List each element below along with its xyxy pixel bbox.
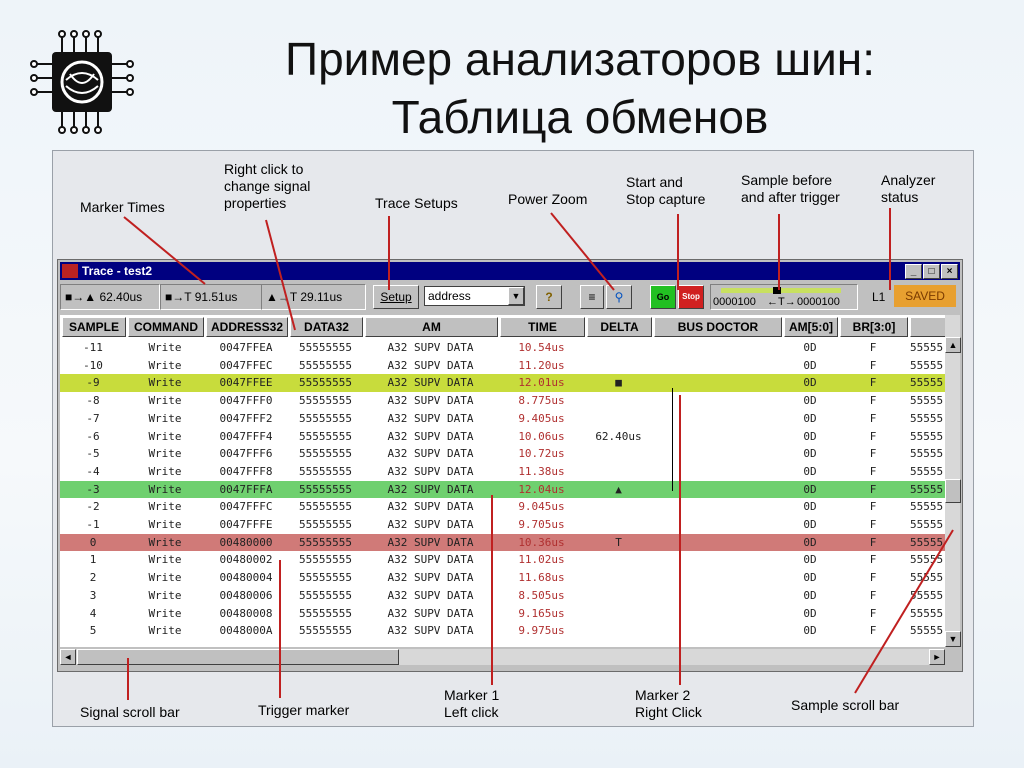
callout-start-stop-line1: Start and — [626, 174, 683, 190]
app-icon — [62, 264, 78, 278]
column-header[interactable]: AM[5:0] — [784, 317, 838, 337]
callout-trigger-marker: Trigger marker — [258, 702, 350, 718]
delta-cell — [587, 622, 650, 640]
delta-cell — [587, 569, 650, 587]
slide-title — [160, 30, 1000, 146]
sample-cell: 3 — [89, 588, 97, 602]
br-cell: F — [869, 394, 877, 408]
bus-doctor-cell — [654, 587, 780, 605]
callout-marker1-line2: Left click — [444, 704, 499, 720]
delta-cell — [587, 605, 650, 623]
br-cell: F — [869, 535, 877, 549]
power-zoom-icon[interactable]: ⚲ — [606, 285, 632, 309]
time-cell: 9.405us — [518, 411, 565, 425]
delta-cell — [587, 551, 650, 569]
address-cell: 0047FFEA — [219, 341, 273, 354]
slide-title-line1: Пример анализаторов шин: — [285, 33, 875, 85]
callout-right-click-line3: properties — [224, 195, 287, 211]
window-titlebar[interactable] — [60, 262, 960, 280]
time-cell: 11.02us — [518, 553, 565, 567]
sample-cell: 4 — [89, 606, 97, 620]
sample-cell: -10 — [83, 358, 103, 372]
callout-marker2 — [635, 687, 702, 721]
bus-doctor-cell — [654, 339, 780, 357]
table-row[interactable] — [60, 551, 945, 569]
go-button[interactable]: Go — [650, 285, 676, 309]
trace-setup-value: address — [428, 289, 471, 303]
data-cell: 55555555 — [299, 624, 352, 638]
toolbar — [60, 282, 960, 312]
callout-analyzer-status — [881, 172, 935, 206]
callout-power-zoom: Power Zoom — [508, 191, 588, 207]
command-cell: Write — [148, 518, 182, 531]
sample-cell: -7 — [86, 411, 100, 425]
table-row[interactable] — [60, 428, 945, 446]
command-cell: Write — [148, 394, 182, 408]
maximize-button[interactable]: □ — [923, 264, 940, 279]
command-cell: Write — [148, 411, 182, 425]
bus-doctor-cell — [654, 569, 780, 587]
delta-cell: ▲ — [615, 482, 622, 496]
delta-cell — [587, 587, 650, 605]
am-code-cell: 0D — [803, 376, 817, 390]
extra-cell: 55555 — [910, 571, 944, 585]
delta-cell — [587, 498, 650, 516]
bus-doctor-cell — [654, 622, 780, 640]
data-cell: 55555555 — [299, 464, 352, 478]
marker2-to-trigger-time[interactable]: ▲→T 29.11us — [261, 284, 366, 310]
delta-cell: ■ — [615, 376, 622, 390]
time-cell: 12.01us — [518, 376, 565, 390]
am-code-cell: 0D — [803, 588, 817, 602]
sample-cell: -5 — [86, 447, 100, 461]
sample-range — [710, 284, 858, 310]
sample-cell: -11 — [83, 341, 103, 354]
am-cell: A32 SUPV DATA — [387, 376, 474, 390]
table-row[interactable] — [60, 534, 945, 552]
br-cell: F — [869, 482, 877, 496]
bus-doctor-cell — [654, 605, 780, 623]
address-cell: 0047FFF2 — [219, 411, 273, 425]
level-indicator: L1 — [872, 290, 886, 304]
scroll-down-button[interactable]: ▼ — [945, 631, 961, 647]
callout-start-stop-line2: Stop capture — [626, 191, 706, 207]
data-cell: 55555555 — [299, 571, 352, 585]
extra-cell: 55555 — [910, 606, 944, 620]
address-cell: 00480004 — [219, 571, 273, 585]
am-cell: A32 SUPV DATA — [387, 535, 474, 549]
address-cell: 0047FFF0 — [219, 394, 273, 408]
br-cell: F — [869, 411, 877, 425]
am-cell: A32 SUPV DATA — [387, 482, 474, 496]
sample-cell: -8 — [86, 394, 100, 408]
am-code-cell: 0D — [803, 482, 817, 496]
expand-icon[interactable]: ≡ — [580, 285, 604, 309]
time-cell: 10.06us — [518, 429, 565, 443]
callout-sample-before-line2: and after trigger — [741, 189, 840, 205]
data-cell: 55555555 — [299, 535, 352, 549]
extra-cell: 55555 — [910, 588, 944, 602]
extra-cell: 55555 — [910, 482, 944, 496]
column-header[interactable] — [910, 317, 945, 337]
callout-start-stop — [626, 174, 705, 208]
address-cell: 00480006 — [219, 588, 273, 602]
scroll-left-button[interactable]: ◄ — [60, 649, 76, 665]
minimize-button[interactable]: _ — [905, 264, 922, 279]
address-cell: 0047FFF6 — [219, 447, 273, 461]
extra-cell: 55555 — [910, 447, 944, 461]
signal-scroll-bar[interactable] — [60, 649, 945, 665]
column-header[interactable]: DELTA — [587, 317, 652, 337]
chip-logo-icon — [30, 30, 134, 134]
trace-window — [57, 259, 963, 672]
chevron-down-icon[interactable]: ▼ — [508, 287, 524, 305]
am-code-cell: 0D — [803, 464, 817, 478]
sample-cell: -1 — [86, 518, 100, 531]
br-cell: F — [869, 376, 877, 390]
time-cell: 10.72us — [518, 447, 565, 461]
address-cell: 0047FFFA — [219, 482, 273, 496]
am-cell: A32 SUPV DATA — [387, 411, 474, 425]
marker-span-line — [672, 388, 673, 490]
delta-cell: 62.40us — [595, 429, 642, 443]
command-cell: Write — [148, 482, 182, 496]
data-cell: 55555555 — [299, 376, 352, 390]
table-row[interactable] — [60, 445, 945, 463]
command-cell: Write — [148, 588, 182, 602]
extra-cell: 55555 — [910, 553, 944, 567]
am-cell: A32 SUPV DATA — [387, 606, 474, 620]
table-row[interactable] — [60, 587, 945, 605]
marker1-to-trigger-time[interactable]: ■→T 91.51us — [160, 284, 262, 310]
time-cell: 8.775us — [518, 394, 565, 408]
am-code-cell: 0D — [803, 500, 817, 514]
callout-signal-scroll: Signal scroll bar — [80, 704, 180, 720]
time-cell: 8.505us — [518, 588, 565, 602]
sample-cell: -6 — [86, 429, 100, 443]
command-cell: Write — [148, 358, 182, 372]
command-cell: Write — [148, 447, 182, 461]
br-cell: F — [869, 341, 877, 354]
extra-cell: 55555 — [910, 358, 944, 372]
am-code-cell: 0D — [803, 571, 817, 585]
command-cell: Write — [148, 464, 182, 478]
time-cell: 9.165us — [518, 606, 565, 620]
am-code-cell: 0D — [803, 447, 817, 461]
delta-cell — [587, 445, 650, 463]
delta-cell — [587, 516, 650, 534]
command-cell: Write — [148, 624, 182, 638]
column-header[interactable]: DATA32 — [290, 317, 363, 337]
command-cell: Write — [148, 376, 182, 390]
slide-title-line2: Таблица обменов — [391, 91, 769, 143]
br-cell: F — [869, 464, 877, 478]
am-cell: A32 SUPV DATA — [387, 464, 474, 478]
extra-cell: 55555 — [910, 429, 944, 443]
scroll-right-button[interactable]: ► — [929, 649, 945, 665]
callout-sample-scroll: Sample scroll bar — [791, 697, 900, 713]
command-cell: Write — [148, 500, 182, 514]
am-code-cell: 0D — [803, 535, 817, 549]
br-cell: F — [869, 500, 877, 514]
address-cell: 00480000 — [219, 535, 273, 549]
sample-before-value: 0000100 — [713, 296, 756, 308]
table-row[interactable] — [60, 605, 945, 623]
stop-button[interactable]: Stop — [678, 285, 704, 309]
column-header[interactable]: COMMAND — [128, 317, 204, 337]
am-code-cell: 0D — [803, 624, 817, 638]
bus-doctor-cell — [654, 498, 780, 516]
am-cell: A32 SUPV DATA — [387, 447, 474, 461]
callout-marker-times: Marker Times — [80, 199, 165, 215]
am-code-cell: 0D — [803, 518, 817, 531]
callout-right-click-line1: Right click to — [224, 161, 304, 177]
delta-cell — [587, 463, 650, 481]
address-cell: 0048000A — [219, 624, 273, 638]
am-cell: A32 SUPV DATA — [387, 358, 474, 372]
data-cell: 55555555 — [299, 447, 352, 461]
bus-doctor-cell — [654, 516, 780, 534]
sample-cell: 5 — [89, 624, 97, 638]
callout-trace-setups: Trace Setups — [375, 195, 458, 211]
bus-doctor-cell — [654, 534, 780, 552]
br-cell: F — [869, 571, 877, 585]
data-cell: 55555555 — [299, 394, 352, 408]
command-cell: Write — [148, 553, 182, 567]
data-cell: 55555555 — [299, 606, 352, 620]
delta-cell — [587, 339, 650, 357]
time-cell: 11.68us — [518, 571, 565, 585]
extra-cell: 55555 — [910, 464, 944, 478]
am-cell: A32 SUPV DATA — [387, 518, 474, 531]
address-cell: 0047FFF8 — [219, 464, 273, 478]
column-header[interactable]: AM — [365, 317, 498, 337]
callout-sample-before — [741, 172, 840, 206]
time-cell: 9.705us — [518, 518, 565, 531]
table-row[interactable] — [60, 392, 945, 410]
sample-cell: -3 — [86, 482, 100, 496]
br-cell: F — [869, 429, 877, 443]
address-cell: 0047FFF4 — [219, 429, 273, 443]
delta-cell: T — [615, 535, 622, 549]
extra-cell: 55555 — [910, 411, 944, 425]
am-cell: A32 SUPV DATA — [387, 588, 474, 602]
marker1-to-marker2-time[interactable]: ■→▲ 62.40us — [60, 284, 160, 310]
sample-cell: -4 — [86, 464, 100, 478]
address-cell: 0047FFEC — [219, 358, 273, 372]
time-cell: 9.045us — [518, 500, 565, 514]
address-cell: 00480002 — [219, 553, 273, 567]
callout-right-click-line2: change signal — [224, 178, 311, 194]
command-cell: Write — [148, 606, 182, 620]
callout-marker1 — [444, 687, 499, 721]
data-cell: 55555555 — [299, 500, 352, 514]
callout-marker1-line1: Marker 1 — [444, 687, 500, 703]
am-code-cell: 0D — [803, 411, 817, 425]
extra-cell: 55555 — [910, 394, 944, 408]
command-cell: Write — [148, 535, 182, 549]
bus-doctor-cell — [654, 357, 780, 375]
sample-scroll-thumb[interactable] — [945, 479, 961, 503]
table-row[interactable] — [60, 374, 945, 392]
am-code-cell: 0D — [803, 553, 817, 567]
table-row[interactable] — [60, 481, 945, 499]
trigger-arrows: ←T→ — [767, 296, 796, 308]
time-cell: 10.36us — [518, 535, 565, 549]
table-header — [60, 317, 945, 337]
trace-table — [60, 315, 945, 647]
data-cell: 55555555 — [299, 341, 352, 354]
window-title: Trace - test2 — [82, 264, 153, 278]
br-cell: F — [869, 358, 877, 372]
am-code-cell: 0D — [803, 429, 817, 443]
setup-button[interactable]: Setup — [373, 285, 419, 309]
callout-marker2-line2: Right Click — [635, 704, 702, 720]
am-code-cell: 0D — [803, 341, 817, 354]
am-cell: A32 SUPV DATA — [387, 429, 474, 443]
time-cell: 11.38us — [518, 464, 565, 478]
data-cell: 55555555 — [299, 482, 352, 496]
br-cell: F — [869, 447, 877, 461]
time-cell: 9.975us — [518, 624, 565, 638]
table-row[interactable] — [60, 357, 945, 375]
am-cell: A32 SUPV DATA — [387, 571, 474, 585]
callout-sample-before-line1: Sample before — [741, 172, 833, 188]
am-cell: A32 SUPV DATA — [387, 624, 474, 638]
table-row[interactable] — [60, 339, 945, 357]
sample-cell: -9 — [86, 376, 100, 390]
table-row[interactable] — [60, 516, 945, 534]
am-cell: A32 SUPV DATA — [387, 341, 474, 354]
sample-cell: 0 — [89, 535, 97, 549]
br-cell: F — [869, 606, 877, 620]
column-header[interactable]: SAMPLE — [62, 317, 126, 337]
address-cell: 0047FFFE — [219, 518, 273, 531]
extra-cell: 55555 — [910, 518, 944, 531]
address-cell: 00480008 — [219, 606, 273, 620]
br-cell: F — [869, 624, 877, 638]
data-cell: 55555555 — [299, 553, 352, 567]
am-code-cell: 0D — [803, 606, 817, 620]
data-cell: 55555555 — [299, 429, 352, 443]
am-cell: A32 SUPV DATA — [387, 394, 474, 408]
extra-cell: 55555 — [910, 376, 944, 390]
command-cell: Write — [148, 341, 182, 354]
data-cell: 55555555 — [299, 518, 352, 531]
address-cell: 0047FFEE — [219, 376, 273, 390]
sample-cell: 1 — [89, 553, 97, 567]
scroll-up-button[interactable]: ▲ — [945, 337, 961, 353]
delta-cell — [587, 392, 650, 410]
sample-scroll-bar[interactable] — [945, 315, 960, 647]
br-cell: F — [869, 553, 877, 567]
data-cell: 55555555 — [299, 411, 352, 425]
column-header[interactable]: BR[3:0] — [840, 317, 908, 337]
extra-cell: 55555 — [910, 341, 944, 354]
table-row[interactable] — [60, 498, 945, 516]
time-cell: 12.04us — [518, 482, 565, 496]
callout-right-click — [224, 161, 310, 212]
address-cell: 0047FFFC — [219, 500, 273, 514]
sample-cell: -2 — [86, 500, 100, 514]
sample-cell: 2 — [89, 571, 97, 585]
data-cell: 55555555 — [299, 358, 352, 372]
column-header[interactable]: BUS DOCTOR — [654, 317, 782, 337]
table-row[interactable] — [60, 622, 945, 640]
bus-doctor-cell — [654, 551, 780, 569]
column-header[interactable]: ADDRESS32 — [206, 317, 288, 337]
close-button[interactable]: × — [941, 264, 958, 279]
time-cell: 10.54us — [518, 341, 565, 354]
table-row[interactable] — [60, 569, 945, 587]
analyzer-status-badge: SAVED — [894, 285, 956, 307]
am-code-cell: 0D — [803, 358, 817, 372]
br-cell: F — [869, 518, 877, 531]
extra-cell: 55555 — [910, 500, 944, 514]
callout-analyzer-status-line1: Analyzer — [881, 172, 936, 188]
extra-cell: 55555 — [910, 624, 944, 638]
extra-cell: 55555 — [910, 535, 944, 549]
data-cell: 55555555 — [299, 588, 352, 602]
br-cell: F — [869, 588, 877, 602]
am-cell: A32 SUPV DATA — [387, 500, 474, 514]
delta-cell — [587, 410, 650, 428]
am-cell: A32 SUPV DATA — [387, 553, 474, 567]
command-cell: Write — [148, 429, 182, 443]
sample-after-value: 0000100 — [797, 296, 840, 308]
help-icon[interactable]: ? — [536, 285, 562, 309]
am-code-cell: 0D — [803, 394, 817, 408]
time-cell: 11.20us — [518, 358, 565, 372]
command-cell: Write — [148, 571, 182, 585]
delta-cell — [587, 357, 650, 375]
signal-scroll-thumb[interactable] — [77, 649, 399, 665]
callout-analyzer-status-line2: status — [881, 189, 919, 205]
callout-marker2-line1: Marker 2 — [635, 687, 691, 703]
table-row[interactable] — [60, 463, 945, 481]
table-row[interactable] — [60, 410, 945, 428]
column-header[interactable]: TIME — [500, 317, 585, 337]
